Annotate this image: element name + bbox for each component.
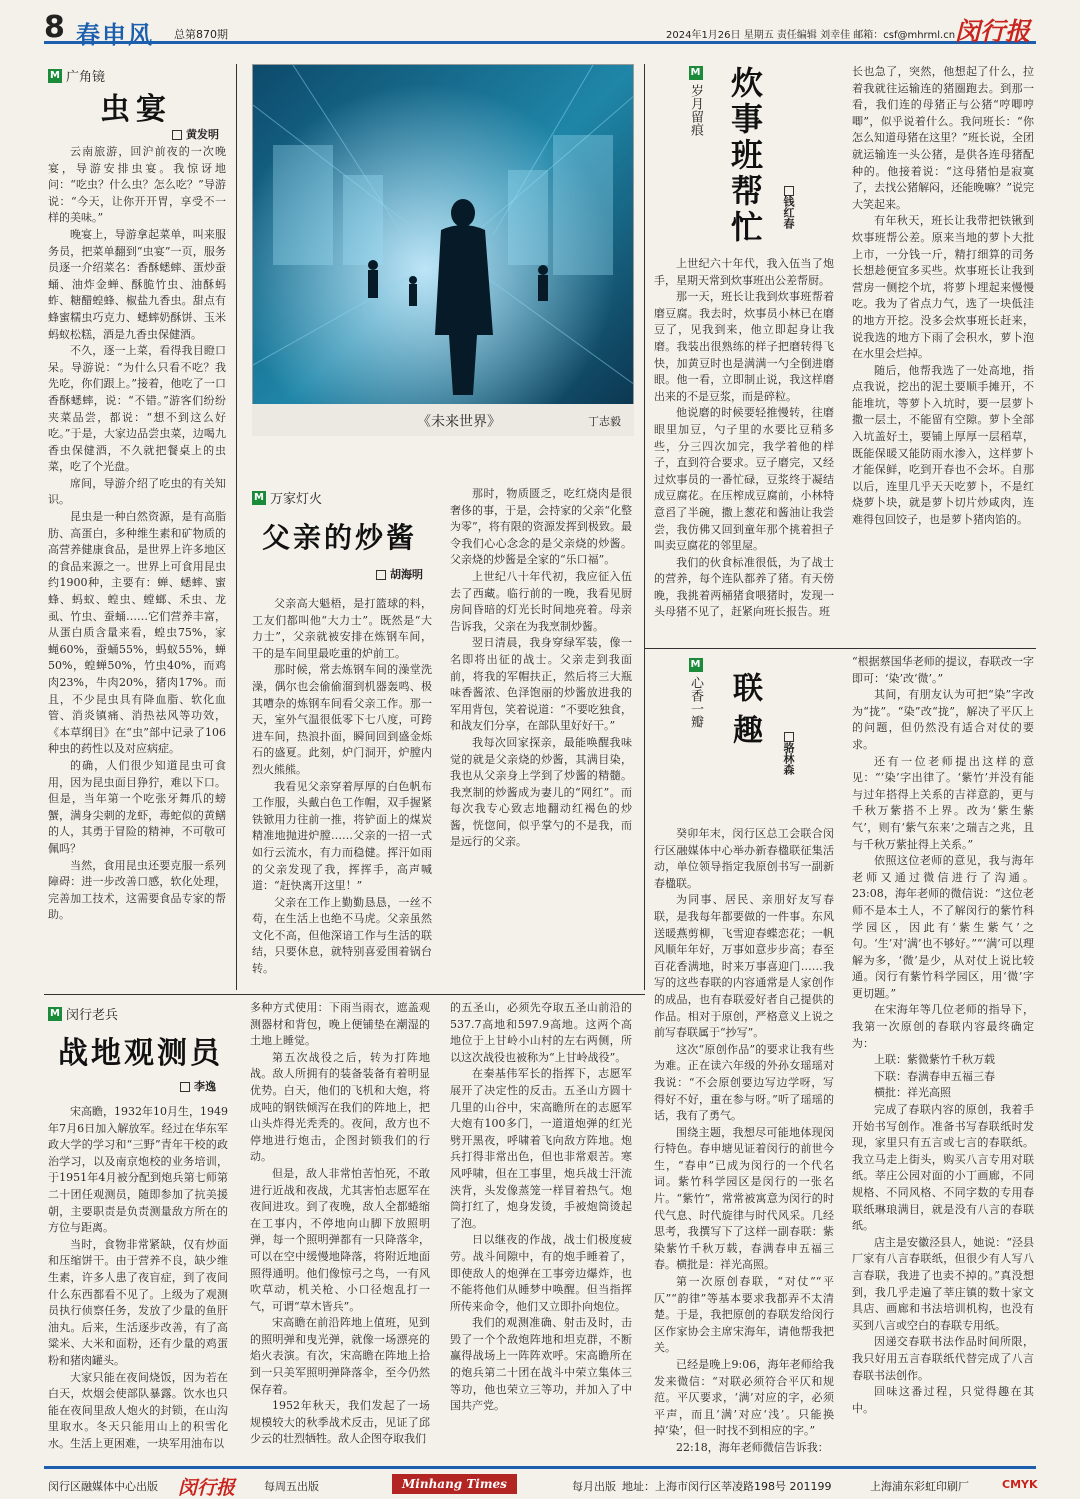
paragraph: 昆虫是一种白然资源，是有高脂肪、高蛋白，多种维生素和矿物质的高营养健康食品，是世界上许多地区的食品来源之一。世界上可食用昆虫约1900种，主要有：蝉、蟋蟀、蜜蜂、蚂蚁、蝗虫、螳螂、禾虫、龙虱、竹虫、蚕蛹……它们营养丰富，从蛋白质含量来看，蝗虫75%，家蝇60%，蚕蛹55%，蚂蚁55%，蝉50%，蝗蝉50%，竹虫40%，而鸡肉23%，牛肉20%，猪肉17%。而且，不少昆虫具有降血脂、软化血管、消炎镇痛、消热祛风等功效，《本草纲目》在“虫”部中记录了106种虫的药性以及对应病症。: [48, 510, 226, 756]
cmyk-mark: CMYK: [1002, 1478, 1038, 1491]
page-number: 8: [44, 10, 65, 45]
paragraph: 日以继夜的作战，战士们极度疲劳。战斗间隙中，有的炮手睡着了，即使敌人的炮弹在工事旁边爆炸，也不能将他们从睡梦中唤醒。但当指挥所传来命令，他们又立即扑向炮位。: [450, 1233, 632, 1313]
paragraph: 还有一位老师提出这样的意见：“‘染’字出律了。‘紫竹’并没有能与过年搭得上关系的吉祥意韵，更与千秋万紫搭不上界。改为‘紫生紫气’，则有‘紫气东来’之瑞吉之兆，且与千秋万紫扯得上关系。”: [852, 754, 1034, 851]
paragraph: 那时，物质匮乏，吃红烧肉是很奢侈的事，于是，会持家的父亲“化整为零”，将有限的资源发挥到极致。最令我们心心念念的是父亲烧的炒酱。父亲烧的炒酱是全家的“乐口福”。: [450, 487, 632, 567]
footer-monthly: 每月出版: [572, 1480, 616, 1493]
paragraph: 的确，人们很少知道昆虫可食用，因为昆虫面目狰狞，难以下口。但是，当年第一个吃张牙舞爪的螃蟹，满身尖刺的龙虾，毒蛇似的黄鳝的人，其勇于冒险的精神，不可敬可佩吗？: [48, 758, 226, 855]
paragraph: 那一天，班长让我到炊事班帮着磨豆腐。我去时，炊事员小林已在磨豆了，见我到来，他立即起身让我磨。我装出很熟练的样子把磨转得飞快，加黄豆时也是满满一勺全倒进磨眼。他一看，立即制止说，我这样磨出来的不是豆浆，而是碎粒。: [654, 290, 834, 403]
article-author: 李逸: [180, 1078, 216, 1094]
section-m-icon: M: [252, 491, 266, 505]
minhang-times-logo: Minhang Times: [392, 1474, 517, 1494]
paragraph: 上世纪六十年代，我入伍当了炮手，星期天常到炊事班出公差帮厨。: [654, 257, 834, 287]
article-body-chuishiban: [654, 256, 834, 634]
newspaper-logo: 闵行报: [954, 17, 1030, 46]
article-body-fuqin-cont: [450, 486, 632, 990]
footer-weekly: 每周五出版: [264, 1480, 319, 1493]
issue-number: 总第870期: [174, 28, 228, 41]
paragraph: 已经是晚上9:06，海年老师给我发来微信：“对联必须符合平仄和规范。平仄要求，‘满’对应的字，必须平声，而且‘满’对应‘浅’。只能换掉‘染’，但一时找不到相应的字。”: [654, 1358, 834, 1438]
section-m-icon: M: [689, 66, 703, 80]
column-rule: [644, 64, 645, 990]
paragraph: 晚宴上，导游拿起菜单，叫来服务员，把菜单翻到“虫宴”一页，服务员逐一介绍菜名：香酥蟋蟀、蛋炒蚕蛹、油炸金蝉、酥脆竹虫、油酥蚂蚱、糖醋蝗蜂、椒盐九香虫。甜点有蜂蜜糯虫巧克力、蟋蟀奶酥饼、玉米蚂蚁松糕，酒是九香虫保健酒。: [48, 227, 226, 341]
section-m-icon: M: [689, 658, 703, 672]
paragraph: 为同事、居民、亲朋好友写春联，是我每年都要做的一件事。东风送暖燕剪柳，飞雪迎春蝶恋花；一帆风顺年年好，万事如意步步高；春至百花香满地，时来万事喜迎门……我写的这些春联的内容通常是人家创作的成品，也有春联爱好者自己提供的作品。相对于原创，严格意义上说之前写春联属于“抄写”。: [654, 893, 834, 1040]
article-author: 钱红春: [780, 186, 798, 229]
paragraph: 那时候，常去炼钢车间的澡堂洗澡，偶尔也会偷偷溜到机器轰鸣、极其嘈杂的炼钢车间看父亲工作。那一天，室外气温很低零下七八度，可跨进车间，热浪扑面，瞬间回到盛金烁石的盛夏。此刻，炉门洞开，炉膛内烈火熊熊。: [252, 663, 432, 776]
paragraph: 父亲在工作上勤勤恳恳，一丝不苟，在生活上也绝不马虎。父亲虽然文化不高，但他深谙工作与生活的联结，只要休息，就特别喜爱围着锅台转。: [252, 895, 432, 976]
photo-caption: 《未来世界》: [417, 414, 501, 430]
article-body-chongyan: [48, 144, 226, 990]
photo-future-world: [252, 64, 634, 436]
section-label-minhanglaobing: M 闵行老兵: [48, 1004, 118, 1023]
paragraph: 父亲高大魁梧，是打篮球的料，工友们都叫他“大力士”。既然是“大力士”，父亲就被安排在炼钢车间，干的是车间里最吃重的炉前工。: [252, 597, 432, 660]
paragraph: 其间，有朋友认为可把“染”字改为“拢”。“染”改“拢”，解决了平仄上的问题，但仍然没有适合对仗的要求。: [852, 688, 1034, 751]
article-title-zhandi: 战地观测员: [58, 1036, 223, 1071]
paragraph: 这次“原创作品”的要求让我有些为难。正在读六年级的外孙女瑶瑶对我说：“不会原创要边写边学呀，写得好不好，重在参与呀。”听了瑶瑶的话，我有了勇气。: [654, 1042, 834, 1123]
section-m-icon: M: [48, 69, 62, 83]
footer-logo: 闵行报: [178, 1477, 236, 1499]
article-author: 骆林森: [780, 732, 798, 775]
paragraph: 宋高瞻在前沿阵地上值班，见到的照明弹和曳光弹，就像一场漂亮的焰火表演。有次，宋高瞻在阵地上拾到一只美军照明弹降落伞，至今仍然保存着。: [250, 1316, 430, 1396]
paragraph: 店主是安徽泾县人，她说：“泾县厂家有八言春联纸，但很少有人写八言春联，我进了也卖不掉的。”真没想到，我几乎走遍了莘庄镇的数十家文具店、画廊和书法培训机构，也没有买到八言或空白的春联专用纸。: [852, 1235, 1034, 1332]
paragraph: 当时，食物非常紧缺，仅有炒面和压缩饼干。由于营养不良，缺少维生素，许多人患了夜盲症，到了夜间什么东西都看不见了。上级为了观测员执行侦察任务，发放了少量的鱼肝油丸。后来，生活逐步改善，有了高粱米、大米和面粉，还有少量的鸡蛋粉和猪肉罐头。: [48, 1237, 228, 1367]
footer-printer: 上海浦东彩虹印刷厂: [870, 1480, 969, 1493]
paragraph: “根据蔡国华老师的提议，春联改一字即可：‘染’改‘微’。”: [852, 655, 1034, 685]
section-label-guangjiaojing: M 广角镜: [48, 66, 105, 85]
section-m-icon: M: [48, 1007, 62, 1021]
paragraph: 横批：祥光高照: [874, 1086, 951, 1100]
article-title-chongyan: 虫宴: [100, 92, 172, 127]
section-label-xinxiangyiban: M 心香一瓣: [688, 659, 703, 728]
footer-address: 地址：上海市闵行区莘凌路198号 201199: [622, 1480, 832, 1493]
paragraph: 上联：紫微紫竹千秋万载: [874, 1053, 995, 1067]
article-author: 黄发明: [172, 126, 219, 142]
paragraph: 的五圣山，必须先夺取五圣山前沿的537.7高地和597.9高地。这两个高地位于上甘岭小山村的左右两侧，所以这次战役也被称为“上甘岭战役”。: [450, 1001, 632, 1064]
paragraph: 在秦基伟军长的指挥下，志愿军展开了决定性的反击。五圣山方圆十几里的山谷中，宋高瞻所在的志愿军大炮有100多门，一道道炮弹的红光劈开黑夜，呼啸着飞向敌方阵地。炮兵打得非常出色，但也非常艰苦。寒风呼啸，但在工事里，炮兵战士汗流浃背，头发像蒸笼一样冒着热气。炮筒打红了，炮身发烫，手被炮筒烫起了泡。: [450, 1067, 632, 1230]
paragraph: 第一次原创春联，“对仗”“平仄”“韵律”等基本要求我都弄不太清楚。于是，我把原创的春联发给闵行区作家协会主席宋海年，请他帮我把关。: [654, 1275, 834, 1355]
paragraph: 有年秋天，班长让我带把铁锹到炊事班帮公差。原来当地的萝卜大批上市，一分钱一斤，精打细算的司务长想趁便宜多买些。炊事班长让我到营房一侧挖个坑，将萝卜埋起来慢慢吃。我为了省点力气，选了一块低洼的地方开挖。没多会炊事班长赶来，说我选的地方下雨了会积水，萝卜泡在水里会烂掉。: [852, 214, 1034, 361]
paragraph: 完成了春联内容的原创，我着手开始书写创作。准备书写春联纸时发现，家里只有五言或七言的春联纸。我立马走上街头，购买八言专用对联纸。莘庄公园对面的小丁画廊，不同规格、不同风格、不同字数的专用春联纸琳琅满目，就是没有八言的春联纸。: [852, 1103, 1034, 1233]
paragraph: 席间，导游介绍了吃虫的有关知识。: [48, 476, 226, 507]
footer-bar: [44, 1466, 1038, 1499]
article-body-lianqu-cont: [852, 654, 1034, 1460]
paragraph: 他说磨的时候要轻推慢转，往磨眼里加豆，勺子里的水要比豆稍多些，分三四次加完，我学着他的样子，直到符合要求。豆子磨完，又经过炊事员的一番忙碌，豆浆终于凝结成豆腐花。在压榨成豆腐前，小林特意舀了半碗，撒上葱花和酱油让我尝尝，我仿佛又回到童年那个挑着担子叫卖豆腐花的邻里屋。: [654, 406, 834, 553]
article-title-fuqin: 父亲的炒酱: [262, 521, 418, 554]
paragraph: 在宋海年等几位老师的指导下，我第一次原创的春联内容最终确定为：: [852, 1003, 1034, 1050]
photo-image: [253, 65, 634, 436]
paragraph: 长也急了，突然，他想起了什么，拉着我就往运输连的猪圈跑去。到那一看，我们连的母猪正与公猪“哼唧哼唧”，似乎说着什么。我问班长：“你怎么知道母猪在这里？”班长说，全团就运输连一头公猪，是供各连母猪配种的。他接着说：“这母猪怕是寂寞了，去找公猪解闷，还能晚嘛？”说完大笑起来。: [852, 65, 1034, 211]
paragraph: 回味这番过程，只觉得趣在其中。: [852, 1385, 1034, 1415]
section-rule: [44, 994, 645, 995]
section-label-wanjiadenghuo: M 万家灯火: [252, 488, 322, 507]
article-body-chuishiban-cont: [852, 64, 1034, 634]
paragraph: 宋高瞻，1932年10月生，1949年7月6日加入解放军。经过在华东军政大学的学习和“三野”青年干校的政治学习，以及南京炮校的业务培训，于1951年4月被分配到炮兵第七师第二十团任观测员，随即参加了抗美援朝，主要职责是负责测量敌方所在的方位与距离。: [48, 1105, 228, 1235]
paragraph: 癸卯年末，闵行区总工会联合闵行区融媒体中心举办新春楹联征集活动，单位领导指定我原创书写一副新春楹联。: [654, 827, 834, 890]
article-title-lianqu: 联趣: [727, 672, 762, 756]
paragraph: 22:18，海年老师微信告诉我：: [676, 1440, 829, 1454]
article-body-lianqu: [654, 826, 834, 1460]
section-label-suiyueliuhen: M 岁月留痕: [688, 67, 703, 136]
paragraph: 第五次战役之后，转为打阵地战。敌人所拥有的装备装备有着明显优势。白天，他们的飞机和大炮，将成吨的钢铁倾泻在我们的阵地上，把山头炸得光秃秃的。夜间，敌方也不停地进行炮击，企图封锁我们的行动。: [250, 1050, 430, 1164]
paragraph: 云南旅游，回沪前夜的一次晚宴，导游安排虫宴。我惊讶地问：“吃虫？什么虫？怎么吃？”导游说：“今天，让你开开胃，享受不一样的美味。”: [48, 145, 226, 225]
masthead-bar: [44, 10, 1036, 49]
photo-credit: 丁志毅: [588, 415, 621, 428]
article-author: 胡海明: [376, 566, 423, 582]
paragraph: 我们的观测准确、射击及时，击毁了一个个敌炮阵地和坦克群，不断赢得战场上一阵阵欢呼。宋高瞻所在的炮兵第二十团在战斗中荣立集体三等功，他也荣立三等功，并加入了中国共产党。: [450, 1316, 632, 1413]
article-body-zhandi-cont: [250, 1000, 430, 1460]
paragraph: 我们的伙食标准很低，为了战士的营养，每个连队都养了猪。有天傍晚，我挑着两桶猪食喂猪时，发现一头母猪不见了，赶紧向班长报告。班: [654, 555, 834, 619]
paragraph: 围绕主题，我想尽可能地体现闵行特色。春申塘见证着闵行的前世今生，“春申”已成为闵行的一个代名词。紫竹科学园区是闵行的一张名片。“紫竹”，常常被寓意为闵行的时代气息、时代旋律与时代风采。几经思考，我撰写下了这样一副春联：紫染紫竹千秋万载，春满春申五福三春。横批是：祥光高照。: [654, 1125, 834, 1272]
paragraph: 随后，他帮我选了一处高地，指点我说，挖出的泥土要顺手摊开，不能堆坑，等萝卜入坑时，要一层萝卜撒一层土，不能留有空隙。萝卜全部入坑盖好土，要铺上厚厚一层稻草，既能保暖又能防雨水渗入，这样萝卜才能保鲜，吃到开春也不会坏。自那以后，连里几乎天天吃萝卜，不是红烧萝卜块，就是萝卜切片炒咸肉，连难得包回饺子，也是萝卜猪肉馅的。: [852, 363, 1034, 527]
date-line: 2024年1月26日 星期五 责任编辑 刘幸佳 邮箱：csf@mhrml.cn: [666, 30, 956, 41]
paragraph: 我看见父亲穿着厚厚的白色帆布工作服，头戴白色工作帽，双手握紧铁锨用力往前一推，将铲面上的煤炭精准地抛进炉膛……父亲的一招一式如行云流水，有力而稳健。挥汗如雨的父亲发现了我，挥挥手，高声喊道：“赶快离开这里！”: [252, 779, 432, 893]
photo-caption-bar: [252, 404, 634, 436]
column-rule: [236, 64, 237, 990]
paragraph: 我每次回家探亲，最能唤醒我味觉的就是父亲烧的炒酱，其满目染，我也从父亲身上学到了炒酱的精髓。我烹制的炒酱成为妻儿的“网红”。而每次我专心致志地翻动红褐色的炒酱，恍惚间，似乎掌勺的不是我，而是远行的父亲。: [450, 735, 632, 849]
paragraph: 当然，食用昆虫还要克服一系列障碍：进一步改善口感，软化处理，完善加工技术，这需要食品专家的帮助。: [48, 858, 226, 922]
paragraph: 上世纪八十年代初，我应征入伍去了西藏。临行前的一晚，我看见厨房间昏暗的灯光长时间地亮着。母亲告诉我，父亲在为我烹制炒酱。: [450, 569, 632, 633]
article-body-zhandi: [48, 1104, 228, 1460]
paragraph: 大家只能在夜间烧饭，因为若在白天，炊烟会使部队暴露。饮水也只能在夜间里敌人炮火的封锁，在山沟里取水。冬天只能用山上的积雪化水。生活上更困难，一块军用油布以: [48, 1370, 228, 1450]
section-rule: [644, 648, 1036, 649]
paragraph: 1952年秋天，我们发起了一场规模较大的秋季战术反击，见证了邱少云的壮烈牺牲。敌人企图夺取我们: [250, 1399, 430, 1446]
article-body-zhandi-cont2: [450, 1000, 632, 1460]
paragraph: 但是，敌人非常怕苦怕死，不敢进行近战和夜战，尤其害怕志愿军在夜间进攻。到了夜晚，敌人全都蜷缩在工事内，不停地向山脚下放照明弹，每一个照明弹都有一只降落伞，可以在空中缓慢地降落，将附近地面照得通明。他们像惊弓之鸟，一有风吹草动，机关枪、小口径炮乱打一气，可谓“草木皆兵”。: [250, 1166, 430, 1313]
column-name: 春申风: [76, 21, 154, 49]
paragraph: 不久，逐一上菜，看得我目瞪口呆。导游说：“为什么只看不吃？我先吃，你们跟上。”接着，他吃了一口香酥蟋蟀，说：“不错。”游客们纷纷夹菜品尝，都说：“想不到这么好吃。”于是，大家边品尝虫菜，边喝九香虫保健酒，不久就把餐桌上的虫菜，吃了个光盘。: [48, 344, 226, 474]
article-title-chuishiban: 炊事班帮忙: [726, 66, 764, 246]
paragraph: 依照这位老师的意见，我与海年老师又通过微信进行了沟通。23:08，海年老师的微信说：“这位老师不是本土人，不了解闵行的紫竹科学园区，因此有‘紫生紫气’之句。‘生’对‘满’也不够好。”“‘满’可以理解为多，‘微’是少，从对仗上说比较通。闵行有紫竹科学园区，用‘微’字更切题。”: [852, 854, 1034, 1000]
footer-publisher: 闵行区融媒体中心出版: [48, 1480, 158, 1493]
paragraph: 因递交春联书法作品时间所限，我只好用五言春联纸代替完成了八言春联书法创作。: [852, 1335, 1034, 1382]
paragraph: 多种方式使用：下雨当雨衣，遮盖观测器材和背包，晚上便铺垫在潮湿的土地上睡觉。: [250, 1001, 430, 1048]
article-body-fuqin: [252, 596, 432, 990]
paragraph: 下联：春满春申五福三春: [874, 1069, 995, 1083]
paragraph: 翌日清晨，我身穿绿军装，像一名即将出征的战士。父亲走到我面前，将我的军帽扶正，然后将三大瓶味香酱浓、色泽饱丽的炒酱放进我的军用背包，笑着说道：“不要吃独食，和战友们分享，在部队里好好干。”: [450, 636, 632, 733]
